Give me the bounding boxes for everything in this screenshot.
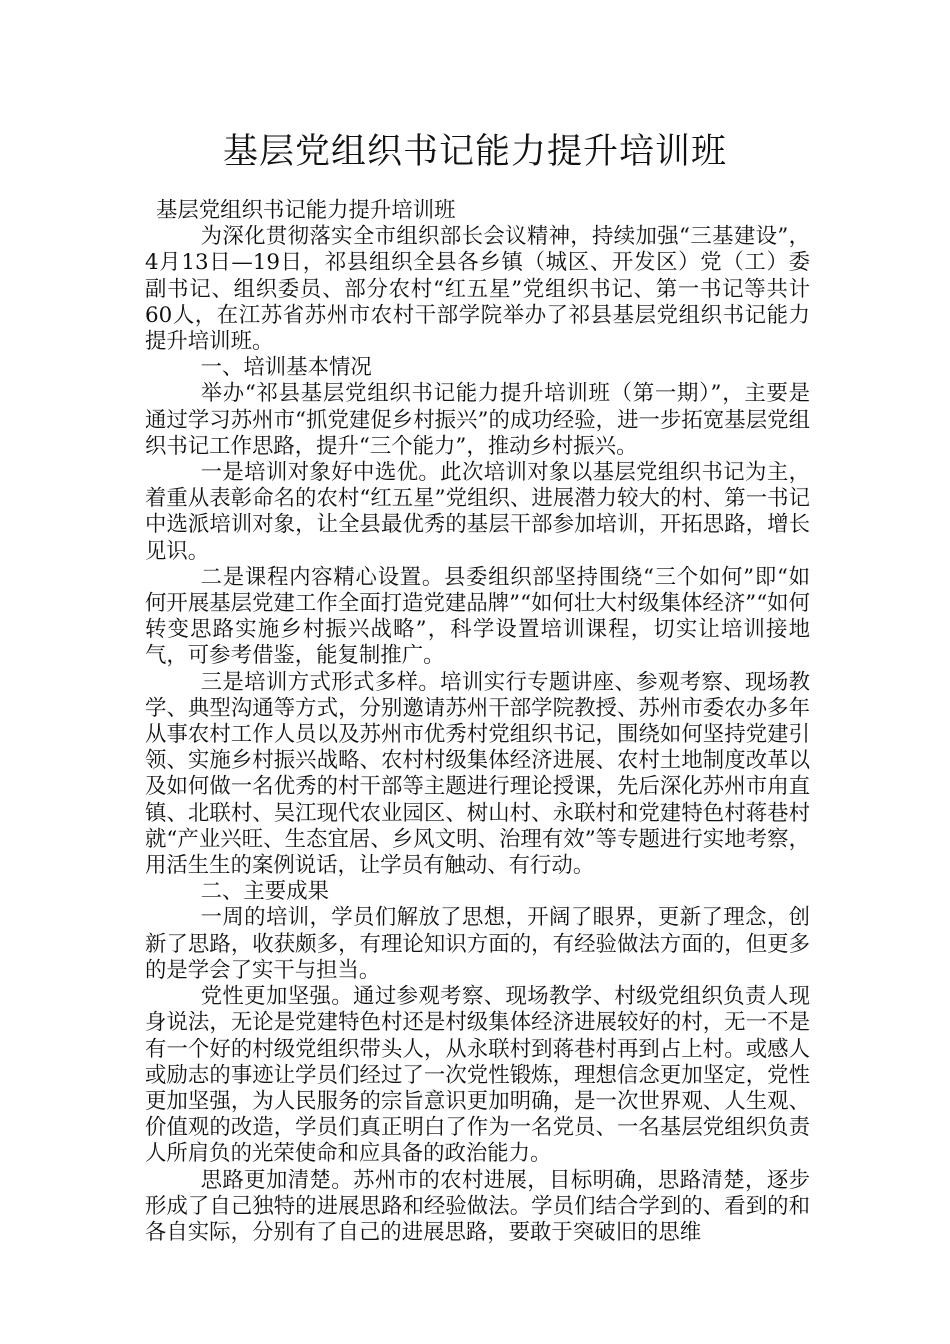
document-title: 基层党组织书记能力提升培训班 [222,132,727,172]
body-paragraph: 党性更加坚强。通过参观考察、现场教学、村级党组织负责人现身说法，无论是党建特色村还是村级集体经济进展较好的村，无一不是有一个好的村级党组织带头人，从永联村到蒋巷村再到占上村。或感人或励志的事迹让学员们经过了一次党性锻炼，理想信念更加坚定，党性更加坚强，为人民服务的宗旨意识更加明确，是一次世界观、人生观、价值观的改造，学员们真正明白了作为一名党员、一名基层党组织负责人所肩负的光荣使命和应具备的政治能力。 [145,984,810,1167]
subtitle-paragraph: 基层党组织书记能力提升培训班 [156,198,456,223]
body-paragraph: 思路更加清楚。苏州市的农村进展，目标明确，思路清楚，逐步形成了自己独特的进展思路和经验做法。学员们结合学到的、看到的和各自实际，分别有了自己的进展思路，要敢于突破旧的思维 [145,1167,810,1245]
body-paragraph: 一是培训对象好中选优。此次培训对象以基层党组织书记为主，着重从表彰命名的农村“红五星”党组织、进展潜力较大的村、第一书记中选派培训对象，让全县最优秀的基层干部参加培训，开拓思路，增长见识。 [145,460,810,564]
body-paragraph: 一周的培训，学员们解放了思想，开阔了眼界，更新了理念，创新了思路，收获颇多，有理论知识方面的，有经验做法方面的，但更多的是学会了实干与担当。 [145,905,810,983]
body-paragraph: 举办“祁县基层党组织书记能力提升培训班（第一期）”，主要是通过学习苏州市“抓党建促乡村振兴”的成功经验，进一步拓宽基层党组织书记工作思路，提升“三个能力”，推动乡村振兴。 [145,381,810,459]
body-paragraph: 三是培训方式形式多样。培训实行专题讲座、参观考察、现场教学、典型沟通等方式，分别邀请苏州干部学院教授、苏州市委农办多年从事农村工作人员以及苏州市优秀村党组织书记，围绕如何坚持党建引领、实施乡村振兴战略、农村村级集体经济进展、农村土地制度改革以及如何做一名优秀的村干部等主题进行理论授课，先后深化苏州市甪直镇、北联村、吴江现代农业园区、树山村、永联村和党建特色村蒋巷村就“产业兴旺、生态宜居、乡风文明、治理有效”等专题进行实地考察，用活生生的案例说话，让学员有触动、有行动。 [145,669,810,879]
section-heading: 二、主要成果 [200,879,329,905]
body-paragraph: 为深化贯彻落实全市组织部长会议精神，持续加强“三基建设”，4月13日—19日，祁县组织全县各乡镇（城区、开发区）党（工）委副书记、组织委员、部分农村“红五星”党组织书记、第一书记等共计60人，在江苏省苏州市农村干部学院举办了祁县基层党组织书记能力提升培训班。 [145,224,810,355]
body-paragraph: 二是课程内容精心设置。县委组织部坚持围绕“三个如何”即“如何开展基层党建工作全面打造党建品牌”“如何壮大村级集体经济”“如何转变思路实施乡村振兴战略”，科学设置培训课程，切实让培训接地气，可参考借鉴，能复制推广。 [145,564,810,669]
document-body [145,198,810,1246]
section-heading: 一、培训基本情况 [200,355,372,381]
